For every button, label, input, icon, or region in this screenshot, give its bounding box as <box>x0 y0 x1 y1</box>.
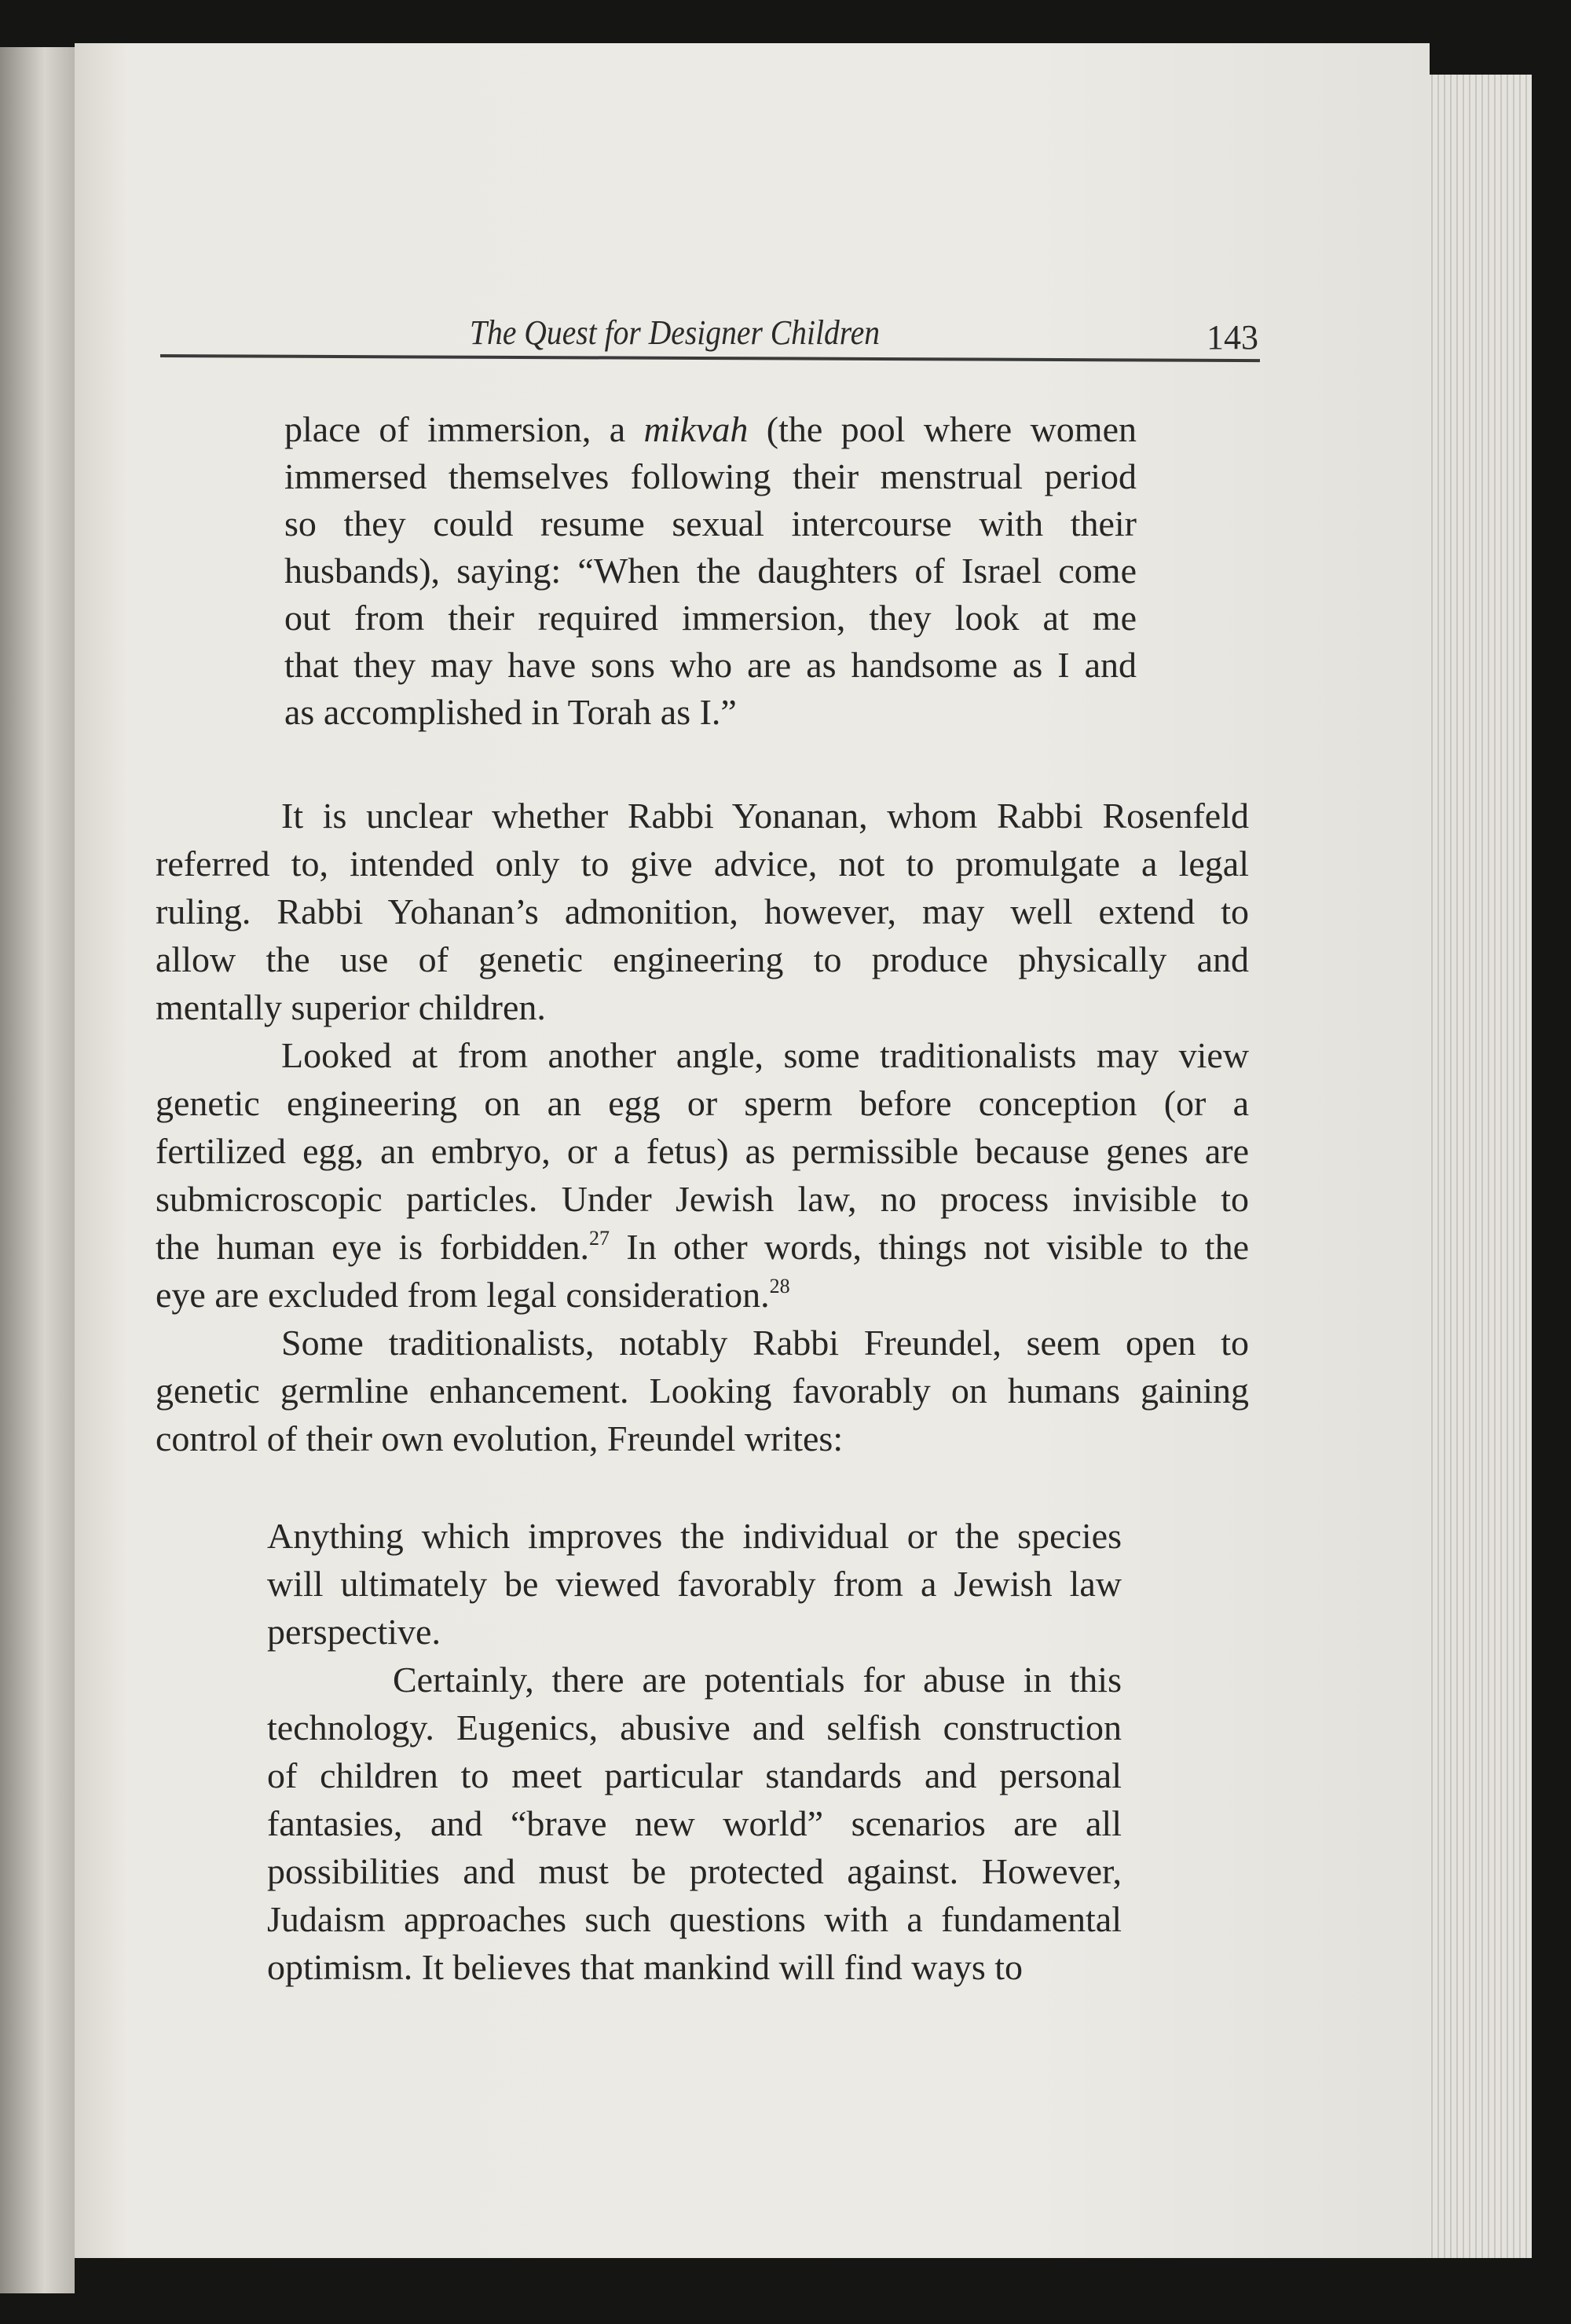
italic-term: mikvah <box>643 409 749 449</box>
text-run: fertilized egg, an embryo, or a fetus) as permissible because genes are <box>156 1131 1249 1171</box>
text-run: immersed themselves following their menstrual period <box>284 456 1137 496</box>
text-run: Looked at from another angle, some traditionalists may view <box>281 1035 1249 1075</box>
text-run: fantasies, and “brave new world” scenarios are all <box>267 1803 1122 1843</box>
text-run: place of immersion, a <box>284 409 644 449</box>
text-line <box>156 792 1249 840</box>
text-run: as accomplished in Torah as I.” <box>284 692 737 732</box>
text-run: husbands), saying: “When the daughters of Israel come <box>284 551 1137 591</box>
text-run: submicroscopic particles. Under Jewish law, no process invisible to <box>156 1179 1249 1219</box>
text-run: will ultimately be viewed favorably from a Jewish law <box>267 1564 1122 1604</box>
text-line <box>156 840 1249 888</box>
text-run: of children to meet particular standards and personal <box>267 1755 1122 1795</box>
text-run: technology. Eugenics, abusive and selfish construction <box>267 1707 1122 1748</box>
text-line <box>284 406 1137 453</box>
text-line <box>156 1415 1249 1462</box>
text-line <box>284 642 1137 689</box>
text-run: allow the use of genetic engineering to produce physically and <box>156 939 1249 979</box>
text-line <box>284 547 1137 595</box>
text-line <box>156 1079 1249 1127</box>
page-number: 143 <box>1207 318 1258 357</box>
text-line <box>156 1127 1249 1175</box>
text-run: possibilities and must be protected against. However, <box>267 1851 1122 1891</box>
text-run: In other words, things not visible to the <box>609 1227 1250 1267</box>
page-stack-edges <box>1414 75 1532 2258</box>
adjacent-page-edge <box>0 47 75 2293</box>
text-line <box>267 1895 1122 1943</box>
text-line <box>156 1319 1249 1367</box>
body-text <box>156 792 1249 1462</box>
text-run: It is unclear whether Rabbi Yonanan, whom Rabbi Rosenfeld <box>281 796 1249 836</box>
text-run: ruling. Rabbi Yohanan’s admonition, however, may well extend to <box>156 891 1249 931</box>
text-line <box>267 1608 1122 1656</box>
text-line <box>156 983 1249 1031</box>
text-line <box>156 1175 1249 1223</box>
text-run: referred to, intended only to give advice, not to promulgate a legal <box>156 844 1249 884</box>
text-line <box>156 1223 1249 1271</box>
text-line <box>284 453 1137 500</box>
text-line <box>284 595 1137 642</box>
text-run: the human eye is forbidden. <box>156 1227 589 1267</box>
text-run: out from their required immersion, they look at me <box>284 598 1137 638</box>
text-run: (the pool where women <box>748 409 1137 449</box>
footnote-marker: 27 <box>588 1227 610 1250</box>
text-line <box>156 888 1249 935</box>
text-line <box>156 1031 1249 1079</box>
text-line <box>284 500 1137 547</box>
text-run: Judaism approaches such questions with a fundamental <box>267 1899 1122 1939</box>
text-run: perspective. <box>267 1612 441 1652</box>
text-run: control of their own evolution, Freundel writes: <box>156 1418 844 1458</box>
text-run: Some traditionalists, notably Rabbi Freundel, seem open to <box>281 1323 1249 1363</box>
text-line <box>156 1367 1249 1415</box>
text-run: optimism. It believes that mankind will find ways to <box>267 1947 1024 1987</box>
text-run: genetic engineering on an egg or sperm before conception (or a <box>156 1083 1249 1123</box>
text-run: mentally superior children. <box>156 987 546 1027</box>
text-run: eye are excluded from legal consideration. <box>156 1275 770 1315</box>
text-run: Certainly, there are potentials for abuse in this <box>393 1660 1122 1700</box>
text-line <box>267 1512 1122 1560</box>
text-run: so they could resume sexual intercourse with their <box>284 503 1137 543</box>
text-run: that they may have sons who are as handsome as I and <box>284 645 1137 685</box>
text-run: Anything which improves the individual or the species <box>267 1516 1122 1556</box>
text-line <box>156 1271 1249 1319</box>
text-line <box>267 1704 1122 1751</box>
text-line <box>267 1751 1122 1799</box>
text-line <box>156 935 1249 983</box>
continued-quote-block <box>284 406 1137 736</box>
text-line <box>267 1799 1122 1847</box>
text-line <box>267 1847 1122 1895</box>
text-line <box>284 689 1137 736</box>
footnote-marker: 28 <box>769 1275 790 1297</box>
text-line <box>267 1943 1122 1991</box>
text-line <box>267 1560 1122 1608</box>
block-quote <box>267 1512 1122 1991</box>
running-title: The Quest for Designer Children <box>470 313 881 352</box>
text-run: genetic germline enhancement. Looking favorably on humans gaining <box>156 1371 1249 1411</box>
text-line <box>267 1656 1122 1704</box>
